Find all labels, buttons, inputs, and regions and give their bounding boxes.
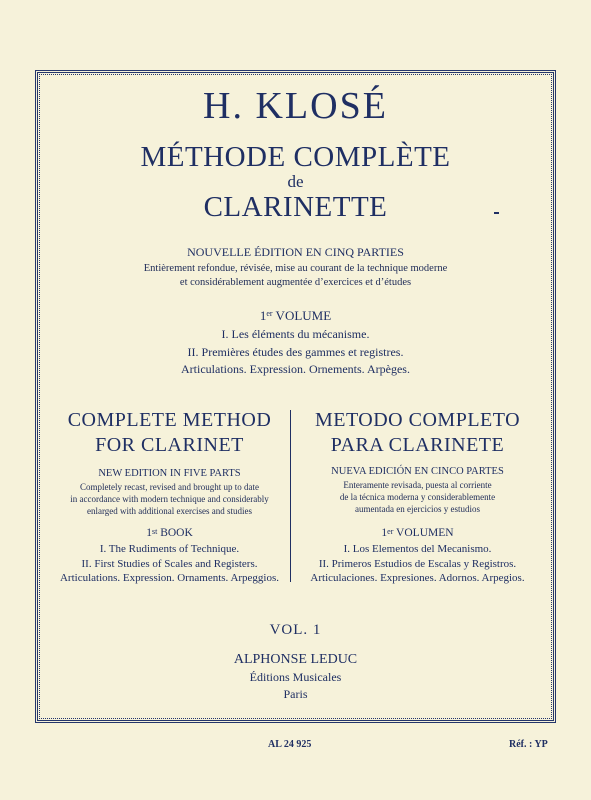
reference-code: Réf. : YP [509, 739, 548, 750]
title-fr-line2: de [287, 172, 304, 191]
item-en-1: I. The Rudiments of Technique. [99, 543, 240, 555]
desc-en-line2: in accordance with modern technique and considerably [70, 494, 269, 504]
desc-es-line3: aumentada en ejercicios y estudios [355, 504, 480, 514]
title-es-line2: PARA CLARINETE [330, 434, 505, 456]
column-divider [290, 410, 291, 582]
item-en-2: II. First Studies of Scales and Registers. [81, 558, 258, 570]
ink-mark [494, 212, 499, 214]
publisher-subtitle: Éditions Musicales [249, 670, 342, 684]
desc-es-line1: Enteramente revisada, puesta al corriente [343, 480, 492, 490]
item-fr-2: II. Premières études des gammes et registres. [187, 345, 404, 359]
publisher-city: Paris [283, 687, 308, 701]
volume-fr: 1er VOLUME [259, 308, 332, 323]
desc-fr-line1: Entièrement refondue, révisée, mise au courant de la technique moderne [143, 263, 448, 274]
desc-fr-line2: et considérablement augmentée d’exercices et d’études [179, 277, 412, 288]
title-fr-line1: MÉTHODE COMPLÈTE [140, 141, 451, 173]
item-fr-1: I. Les éléments du mécanisme. [221, 327, 370, 341]
title-en-line2: FOR CLARINET [95, 434, 244, 456]
title-en-line1: COMPLETE METHOD [67, 409, 272, 431]
edition-es: NUEVA EDICIÓN EN CINCO PARTES [331, 466, 504, 477]
title-fr-line3: CLARINETTE [203, 191, 388, 223]
publisher-name: ALPHONSE LEDUC [233, 652, 358, 667]
book-en: 1st BOOK [146, 527, 193, 539]
volume-es: 1er VOLUMEN [381, 527, 454, 539]
edition-en: NEW EDITION IN FIVE PARTS [98, 468, 241, 479]
item-fr-3: Articulations. Expression. Ornements. Arpèges. [181, 362, 410, 376]
item-en-3: Articulations. Expression. Ornaments. Arpeggios. [59, 572, 280, 584]
edition-fr: NOUVELLE ÉDITION EN CINQ PARTIES [187, 245, 404, 259]
desc-en-line1: Completely recast, revised and brought up to date [80, 482, 259, 492]
item-es-1: I. Los Elementos del Mecanismo. [343, 543, 492, 555]
catalog-number: AL 24 925 [268, 739, 312, 750]
desc-en-line3: enlarged with additional exercises and studies [86, 506, 253, 516]
item-es-2: II. Primeros Estudios de Escalas y Registros. [318, 558, 517, 570]
item-es-3: Articulaciones. Expresiones. Adornos. Arpegios. [310, 572, 525, 584]
title-es-line1: METODO COMPLETO [314, 409, 521, 431]
volume-number: VOL. 1 [269, 622, 322, 638]
desc-es-line2: de la técnica moderna y considerablemente [339, 492, 496, 502]
author-name: H. KLOSÉ [203, 85, 388, 127]
